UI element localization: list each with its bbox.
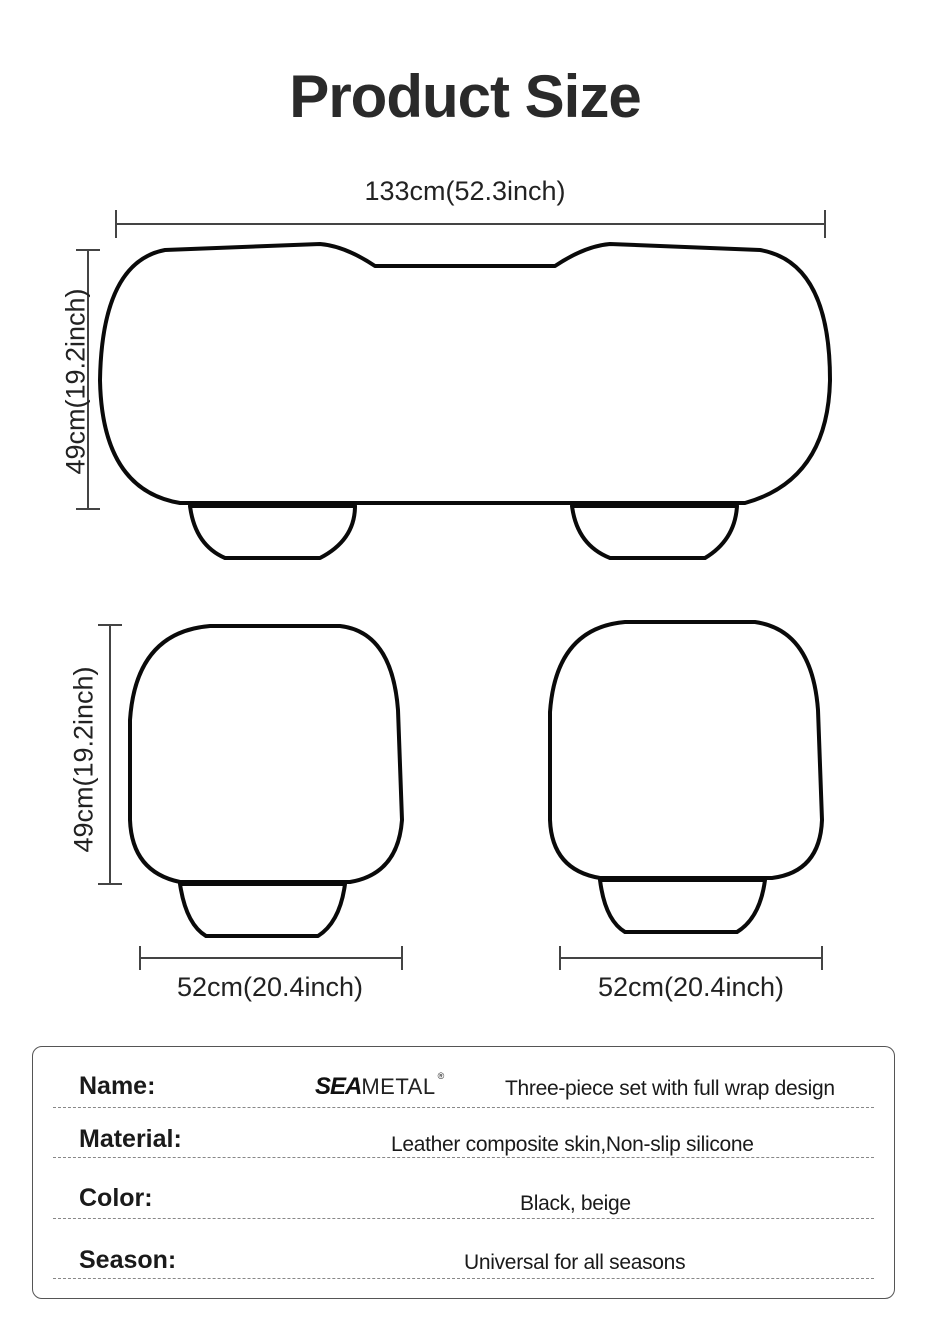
bench-cushion: [100, 244, 830, 503]
spec-value-season: Universal for all seasons: [464, 1251, 686, 1274]
spec-row-color: [53, 1158, 874, 1219]
bench-tab-left: [190, 506, 355, 558]
bench-tab-right: [572, 506, 737, 558]
spec-row-season: [53, 1218, 874, 1279]
right-seat-width-label: 52cm(20.4inch): [597, 972, 785, 1002]
spec-value-material: Leather composite skin,Non-slip silicone: [391, 1133, 754, 1156]
left-seat-tab: [180, 884, 345, 936]
spec-value-name: Three-piece set with full wrap design: [505, 1077, 835, 1100]
spec-label-name: Name:: [79, 1072, 156, 1100]
spec-value-color: Black, beige: [520, 1192, 631, 1215]
page-title: Product Size: [289, 63, 641, 130]
brand-logo-metal: METAL: [361, 1074, 436, 1099]
bench-height-label: 49cm(19.2inch): [60, 288, 91, 475]
brand-logo-sea: SEA: [315, 1073, 362, 1100]
right-seat-tab: [600, 880, 765, 932]
brand-logo-reg: ®: [437, 1071, 445, 1081]
spec-label-material: Material:: [79, 1125, 182, 1153]
left-seat-cushion: [130, 626, 402, 882]
spec-label-color: Color:: [79, 1184, 153, 1212]
bench-width-label: 133cm(52.3inch): [364, 176, 566, 206]
spec-row-material: [53, 1097, 874, 1158]
spec-label-season: Season:: [79, 1246, 177, 1274]
spec-table: [32, 1046, 895, 1299]
seat-height-label: 49cm(19.2inch): [68, 666, 99, 853]
left-seat-width-label: 52cm(20.4inch): [176, 972, 364, 1002]
right-seat-cushion: [550, 622, 822, 878]
